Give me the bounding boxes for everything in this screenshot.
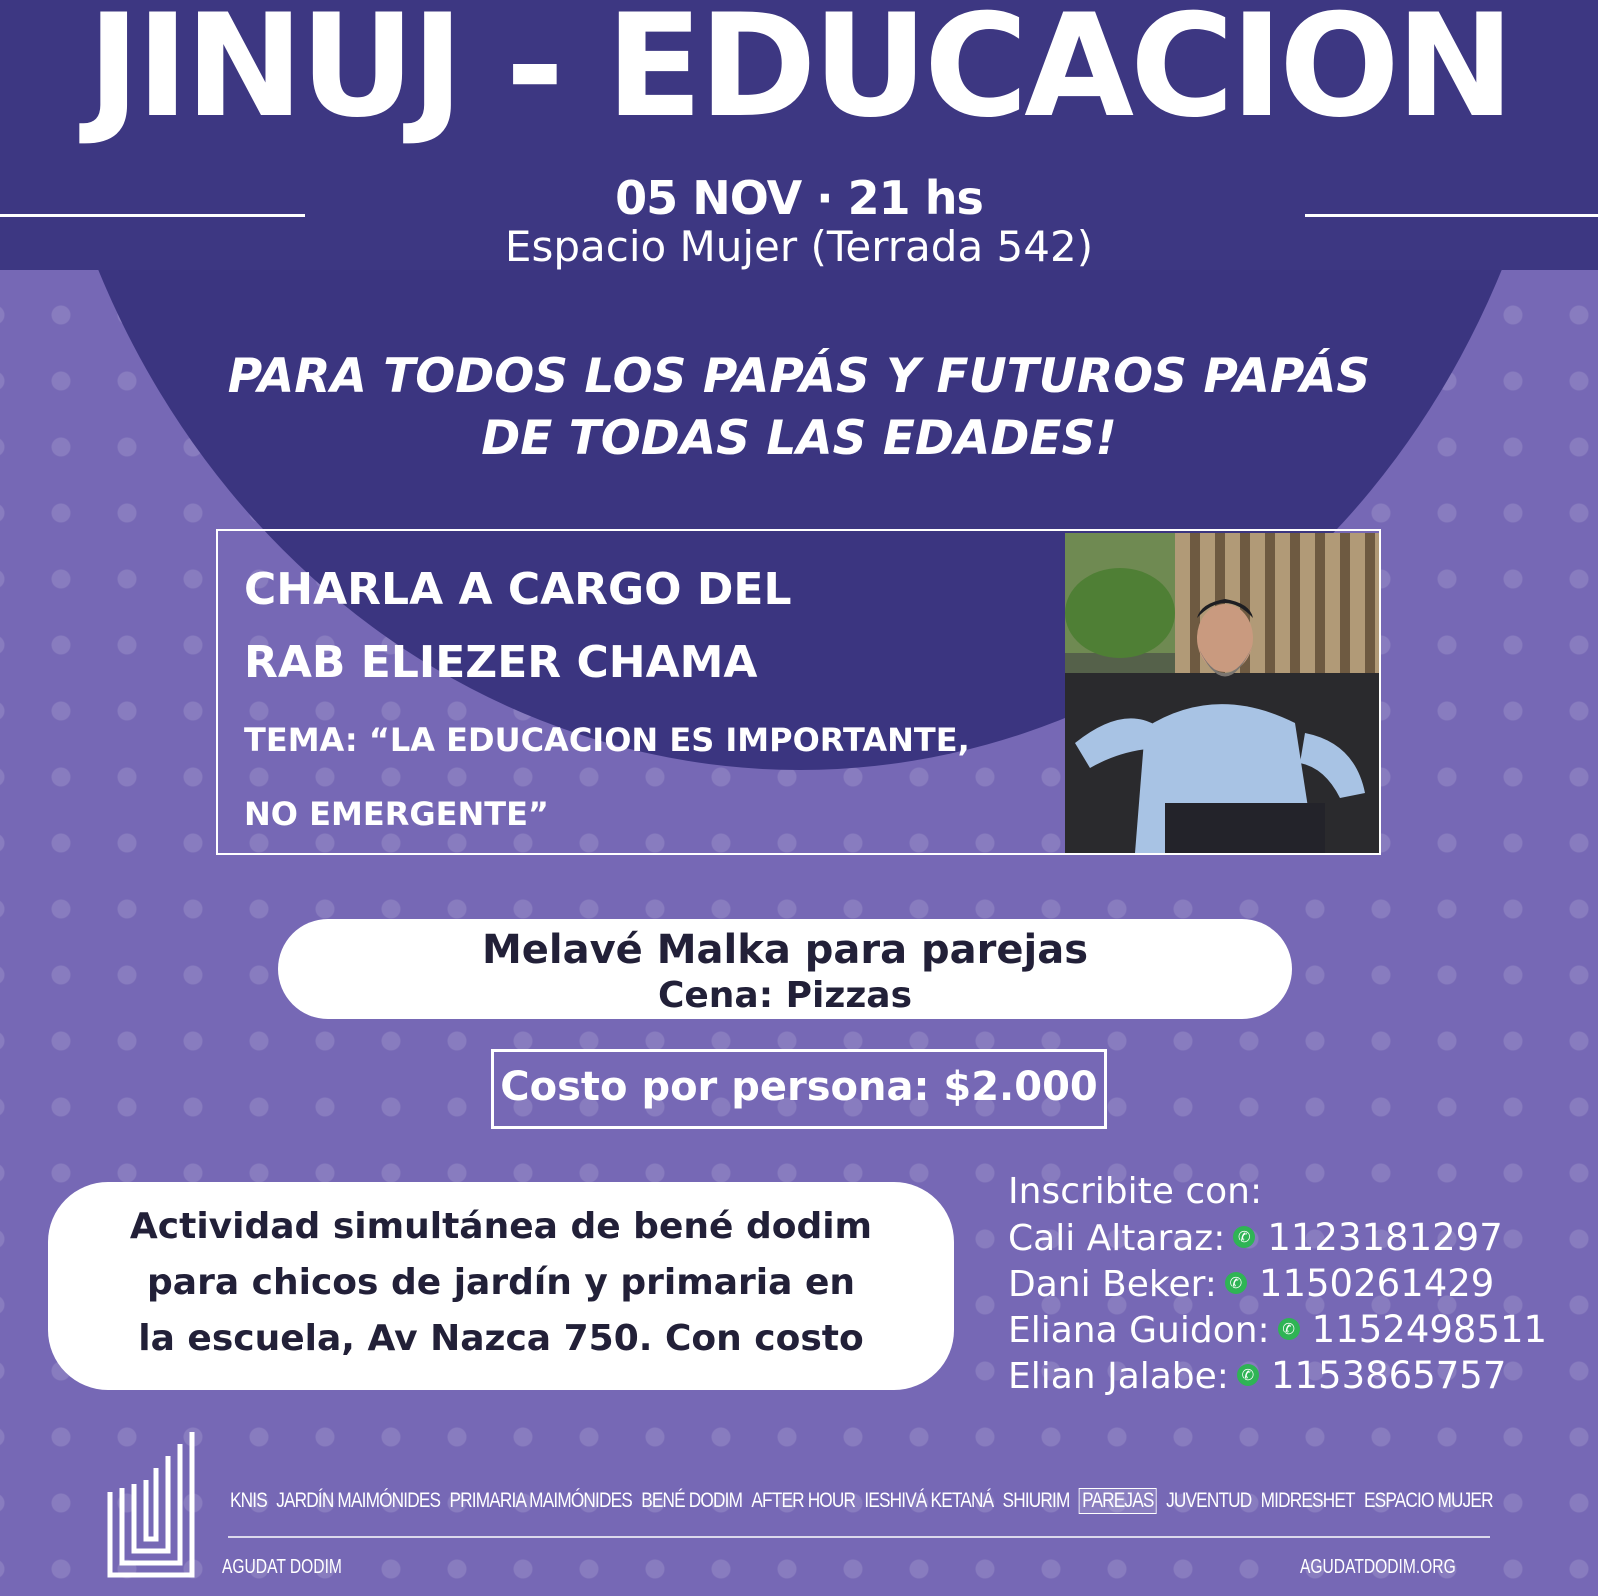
talk-topic-line-1: TEMA: “LA EDUCACION ES IMPORTANTE, (244, 721, 970, 759)
tagline-line-1: PARA TODOS LOS PAPÁS Y FUTUROS PAPÁS (227, 349, 1371, 404)
contact-phone[interactable]: 1150261429 (1258, 1262, 1495, 1305)
contact-row (1008, 1216, 1503, 1261)
footer-nav-item[interactable]: JUVENTUD (1166, 1489, 1252, 1512)
contact-phone[interactable]: 1123181297 (1267, 1216, 1503, 1259)
footer-nav-item[interactable]: IESHIVÁ KETANÁ (864, 1489, 994, 1512)
footer-nav-item[interactable]: KNIS (230, 1489, 267, 1512)
footer-website[interactable]: AGUDATDODIM.ORG (1300, 1556, 1456, 1578)
cost-per-person: Costo por persona: $2.000 (500, 1064, 1098, 1110)
contact-row (1008, 1262, 1494, 1307)
whatsapp-icon: ✆ (1237, 1364, 1259, 1386)
dinner-menu: Cena: Pizzas (657, 975, 913, 1016)
tagline-line-2: DE TODAS LAS EDADES! (481, 411, 1117, 466)
event-venue: Espacio Mujer (Terrada 542) (504, 222, 1094, 271)
footer-nav (230, 1488, 1493, 1514)
contact-phone[interactable]: 1153865757 (1270, 1354, 1507, 1397)
contact-phone[interactable]: 1152498511 (1311, 1308, 1548, 1351)
whatsapp-icon: ✆ (1233, 1226, 1255, 1248)
whatsapp-icon: ✆ (1225, 1272, 1247, 1294)
kids-activity-line-2: para chicos de jardín y primaria en (147, 1262, 855, 1303)
footer-divider (228, 1536, 1490, 1538)
whatsapp-icon: ✆ (1278, 1318, 1300, 1340)
talk-speaker-line-2: RAB ELIEZER CHAMA (244, 637, 758, 688)
footer-nav-item[interactable]: ESPACIO MUJER (1363, 1489, 1493, 1512)
poster-title: JINUJ - EDUCACION (87, 0, 1511, 149)
contact-name: Eliana Guidon: (1008, 1310, 1270, 1351)
kids-activity-line-1: Actividad simultánea de bené dodim (129, 1206, 873, 1247)
talk-topic-line-2: NO EMERGENTE” (244, 795, 549, 833)
contact-row (1008, 1308, 1547, 1353)
footer-org-name: AGUDAT DODIM (222, 1556, 342, 1578)
footer-nav-item[interactable]: SHIURIM (1002, 1489, 1070, 1512)
footer-nav-item[interactable]: BENÉ DODIM (641, 1489, 743, 1512)
contact-name: Dani Beker: (1008, 1264, 1217, 1305)
contact-row (1008, 1354, 1506, 1399)
event-date-time: 05 NOV · 21 hs (615, 171, 983, 225)
footer-nav-item[interactable]: MIDRESHET (1260, 1489, 1355, 1512)
agudat-dodim-logo-icon (106, 1430, 196, 1580)
dinner-title: Melavé Malka para parejas (481, 927, 1089, 973)
talk-speaker-line-1: CHARLA A CARGO DEL (244, 564, 792, 615)
footer-nav-item[interactable]: PRIMARIA MAIMÓNIDES (449, 1489, 632, 1512)
speaker-photo (1065, 533, 1379, 853)
footer-nav-item[interactable]: AFTER HOUR (751, 1489, 856, 1512)
registration-heading: Inscribite con: (1008, 1171, 1263, 1212)
kids-activity-line-3: la escuela, Av Nazca 750. Con costo (138, 1318, 864, 1359)
footer-nav-item[interactable]: JARDÍN MAIMÓNIDES (276, 1489, 441, 1512)
contact-name: Elian Jalabe: (1008, 1356, 1229, 1397)
footer-nav-item-active[interactable]: PAREJAS (1079, 1488, 1157, 1514)
contact-name: Cali Altaraz: (1008, 1218, 1226, 1259)
